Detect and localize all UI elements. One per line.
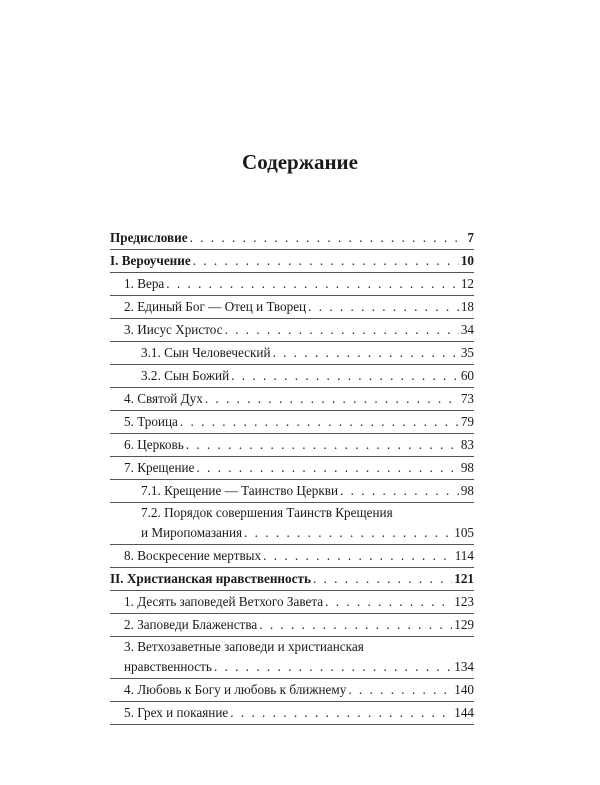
dot-leader [340,480,459,502]
dot-leader [214,656,452,678]
toc-entry-page-number: 35 [460,345,474,360]
toc-entry-title: 2. Единый Бог — Отец и Творец [124,299,307,314]
toc-entry-title: нравственность [124,659,212,674]
toc-entry-title: 1. Десять заповедей Ветхого Завета [124,594,324,609]
toc-entry-page-number: 134 [454,659,474,674]
dot-leader [231,365,459,387]
toc-entry-title: 5. Грех и покаяние [124,705,229,720]
toc-entry[interactable] [110,250,474,273]
dot-leader [205,388,459,410]
toc-entry-title: 4. Любовь к Богу и любовь к ближнему [124,682,347,697]
toc-entry-page-number: 7 [467,230,474,245]
toc-entry[interactable] [110,273,474,296]
toc-entry-title: 5. Троица [124,414,178,429]
dot-leader [273,342,459,364]
dot-leader [348,679,452,701]
toc-entry[interactable] [110,637,474,679]
toc-entry-title: Предисловие [110,230,188,245]
dot-leader [325,591,452,613]
toc-entry-title: 3.1. Сын Человеческий [141,345,271,360]
toc-entry-title: 4. Святой Дух [124,391,203,406]
toc-entry[interactable] [110,503,474,545]
toc-entry[interactable] [110,227,474,250]
dot-leader [190,227,466,249]
toc-entry-title: 1. Вера [124,276,165,291]
toc-entry-page-number: 60 [460,368,474,383]
toc-entry-title: 7.1. Крещение — Таинство Церкви [141,483,339,498]
toc-entry-page-number: 83 [460,437,474,452]
toc-entry-title: 2. Заповеди Блаженства [124,617,258,632]
toc-entry-title: I. Вероучение [110,253,191,268]
toc-entry[interactable] [110,702,474,725]
toc-entry-title: 6. Церковь [124,437,184,452]
dot-leader [259,614,452,636]
toc-entry-page-number: 10 [460,253,474,268]
toc-entry-title: и Миропомазания [141,525,243,540]
toc-entry-page-number: 79 [460,414,474,429]
toc-entry-title: 7.2. Порядок совершения Таинств Крещения [141,505,393,520]
dot-leader [308,296,459,318]
toc-entry[interactable] [110,365,474,388]
toc-entry-page-number: 140 [454,682,474,697]
toc-entry-page-number: 105 [454,525,474,540]
toc-entry-page-number: 18 [460,299,474,314]
toc-entry[interactable] [110,480,474,503]
toc-entry[interactable] [110,568,474,591]
toc-entry-page-number: 98 [460,460,474,475]
dot-leader [225,319,459,341]
toc-entry-title: 3. Ветхозаветные заповеди и христианская [124,639,364,654]
table-of-contents [110,227,474,725]
toc-entry[interactable] [110,614,474,637]
dot-leader [244,522,452,544]
toc-entry-page-number: 12 [460,276,474,291]
toc-entry[interactable] [110,388,474,411]
toc-entry-page-number: 144 [454,705,474,720]
dot-leader [186,434,459,456]
toc-entry-title: 3.2. Сын Божий [141,368,230,383]
toc-entry[interactable] [110,591,474,614]
toc-entry[interactable] [110,457,474,480]
toc-entry-page-number: 121 [454,571,474,586]
dot-leader [263,545,453,567]
toc-entry-title: II. Христианская нравственность [110,571,311,586]
toc-entry[interactable] [110,411,474,434]
toc-entry-page-number: 123 [454,594,474,609]
toc-entry-page-number: 129 [454,617,474,632]
dot-leader [180,411,459,433]
dot-leader [166,273,459,295]
toc-entry-title: 3. Иисус Христос [124,322,223,337]
dot-leader [230,702,452,724]
toc-entry-page-number: 73 [460,391,474,406]
toc-entry-page-number: 34 [460,322,474,337]
toc-entry-title: 7. Крещение [124,460,195,475]
dot-leader [196,457,458,479]
dot-leader [193,250,459,272]
toc-entry[interactable] [110,545,474,568]
page-title: Содержание [242,150,358,174]
toc-entry[interactable] [110,679,474,702]
toc-entry[interactable] [110,434,474,457]
toc-entry[interactable] [110,319,474,342]
toc-entry-page-number: 114 [454,548,474,563]
dot-leader [313,568,452,590]
toc-entry-title: 8. Воскресение мертвых [124,548,262,563]
toc-entry[interactable] [110,342,474,365]
toc-entry[interactable] [110,296,474,319]
toc-entry-page-number: 98 [460,483,474,498]
